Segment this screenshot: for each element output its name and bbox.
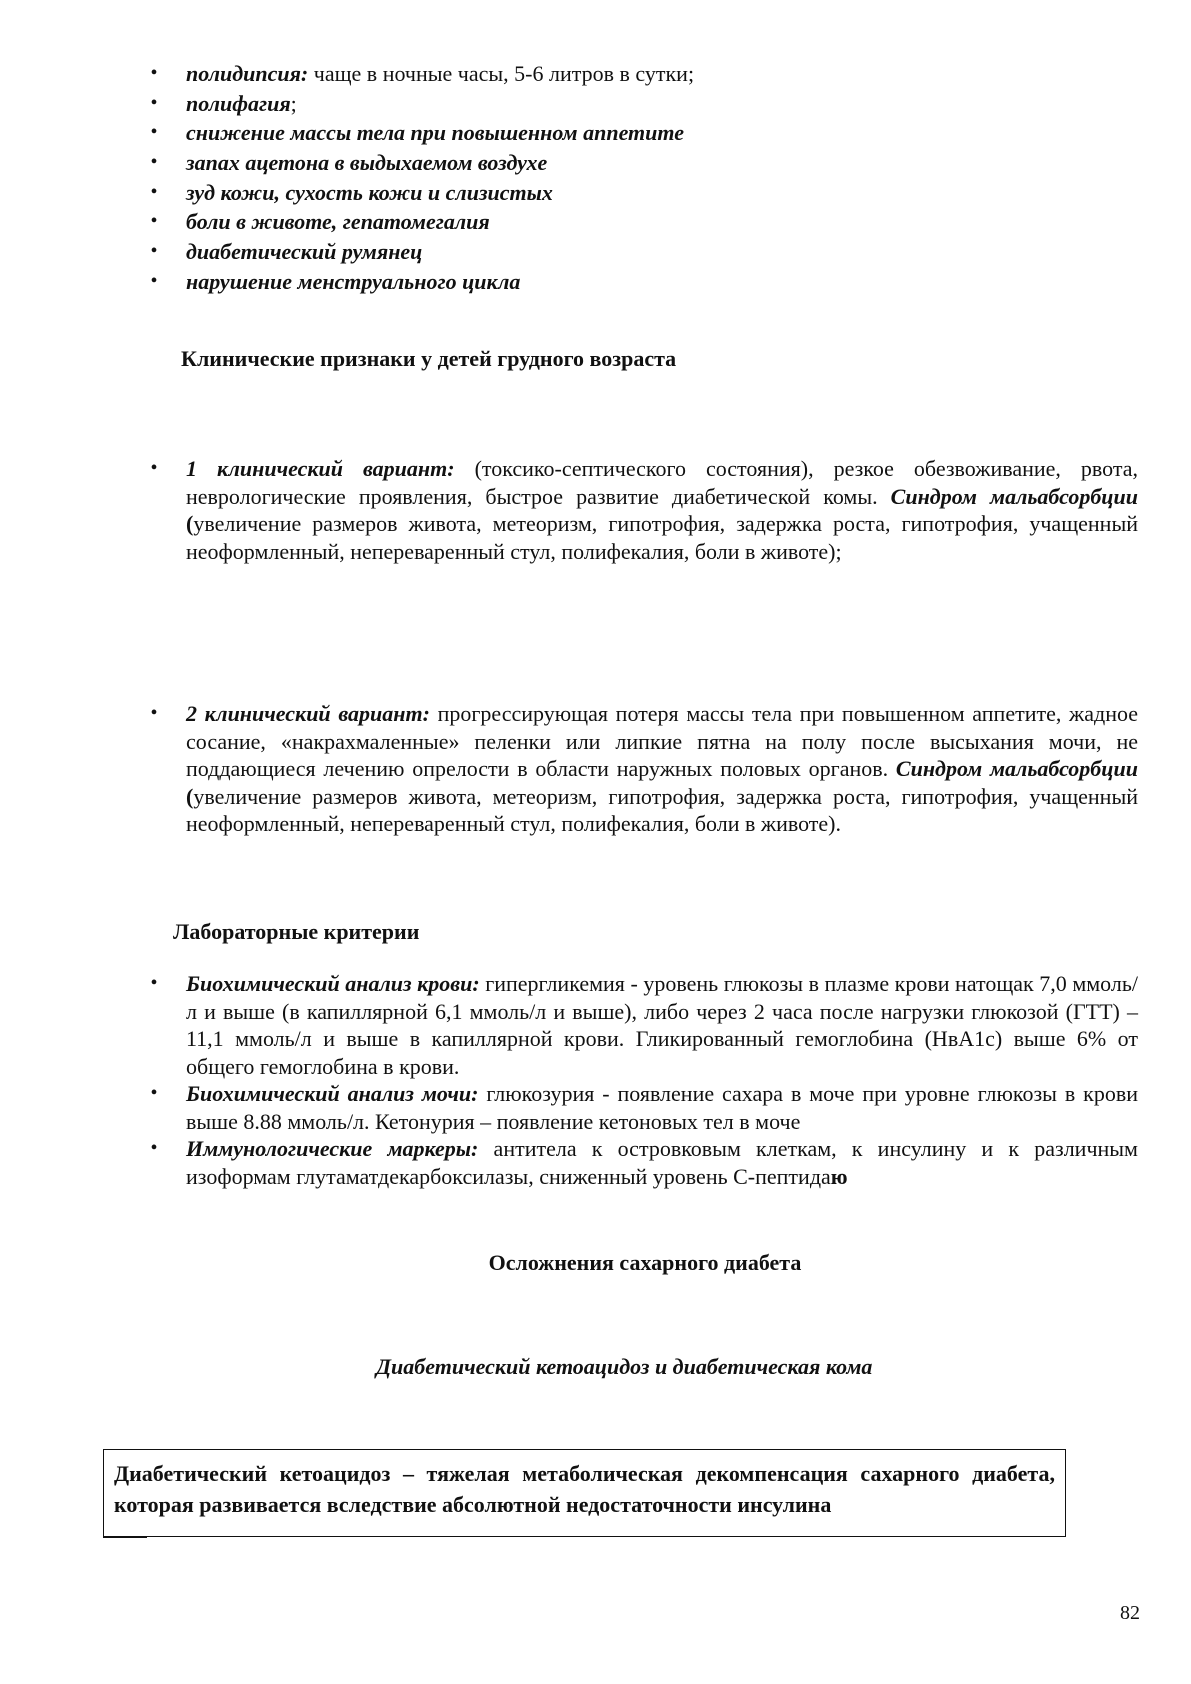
- list-item: • снижение массы тела при повышенном аппетите: [148, 118, 1138, 148]
- bullet-icon: •: [150, 210, 158, 233]
- bullet-icon: •: [150, 91, 158, 114]
- list-item: • зуд кожи, сухость кожи и слизистых: [148, 178, 1138, 208]
- lab-criteria-heading: Лабораторные критерии: [173, 919, 420, 944]
- list-item: • полифагия;: [148, 89, 1138, 119]
- bullet-icon: •: [150, 269, 158, 292]
- list-item: • Иммунологические маркеры: антитела к островковым клеткам, к инсулину и к различным изоформам глутаматдекарбоксилазы, сниженный уровень С-пептидаю: [148, 1135, 1138, 1190]
- symptom-list: [148, 59, 1138, 297]
- ketoacidosis-subheading: Диабетический кетоацидоз и диабетическая кома: [376, 1354, 873, 1379]
- bullet-icon: •: [150, 180, 158, 203]
- clinical-variant-1-list: [148, 455, 1138, 565]
- bullet-icon: •: [150, 1137, 158, 1159]
- clinical-variant-2-list: [148, 700, 1138, 838]
- bullet-icon: •: [150, 62, 158, 84]
- bullet-icon: •: [150, 972, 158, 994]
- list-item: • Биохимический анализ мочи: глюкозурия - появление сахара в моче при уровне глюкозы в крови выше 8.88 ммоль/л. Кетонурия – появление кетоновых тел в моче: [148, 1080, 1138, 1135]
- definition-box: Диабетический кетоацидоз – тяжелая метаболическая декомпенсация сахарного диабета, которая развивается вследствие абсолютной недостаточности инсулина: [103, 1449, 1066, 1537]
- divider: [103, 1537, 147, 1538]
- list-item: • Биохимический анализ крови: гипергликемия - уровень глюкозы в плазме крови натощак 7,0 ммоль/л и выше (в капиллярной 6,1 ммоль/л и выше), либо через 2 часа после нагрузки глюкозой (ГТТ) – 11,1 ммоль/л и выше в капиллярной крови. Гликированный гемоглобина (НвА1с) выше 6% от общего гемоглобина в крови.: [148, 970, 1138, 1080]
- list-item: • диабетический румянец: [148, 237, 1138, 267]
- complications-heading: Осложнения сахарного диабета: [488, 1250, 802, 1275]
- list-item: • полидипсия: чаще в ночные часы, 5-6 литров в сутки;: [148, 59, 1138, 89]
- bullet-icon: •: [150, 240, 158, 263]
- list-item: • нарушение менструального цикла: [148, 267, 1138, 297]
- list-item: • запах ацетона в выдыхаемом воздухе: [148, 148, 1138, 178]
- bullet-icon: •: [150, 121, 158, 144]
- list-item: • 1 клинический вариант: (токсико-септического состояния), резкое обезвоживание, рвота, неврологические проявления, быстрое развитие диабетической комы. Синдром мальабсорбции (увеличение размеров живота, метеоризм, гипотрофия, задержка роста, гипотрофия, учащенный неоформленный, непереваренный стул, полифекалия, боли в животе);: [148, 455, 1138, 565]
- infant-signs-heading: Клинические признаки у детей грудного возраста: [181, 346, 677, 371]
- bullet-icon: •: [150, 702, 158, 724]
- list-item: • 2 клинический вариант: прогрессирующая потеря массы тела при повышенном аппетите, жадное сосание, «накрахмаленные» пеленки или липкие пятна на полу после высыхания мочи, не поддающиеся лечению опрелости в области наружных половых органов. Синдром мальабсорбции (увеличение размеров живота, метеоризм, гипотрофия, задержка роста, гипотрофия, учащенный неоформленный, непереваренный стул, полифекалия, боли в животе).: [148, 700, 1138, 838]
- bullet-icon: •: [150, 457, 158, 479]
- list-item: • боли в животе, гепатомегалия: [148, 207, 1138, 237]
- bullet-icon: •: [150, 151, 158, 174]
- page-number: 82: [1120, 1602, 1140, 1624]
- lab-criteria-list: [148, 970, 1138, 1190]
- bullet-icon: •: [150, 1082, 158, 1104]
